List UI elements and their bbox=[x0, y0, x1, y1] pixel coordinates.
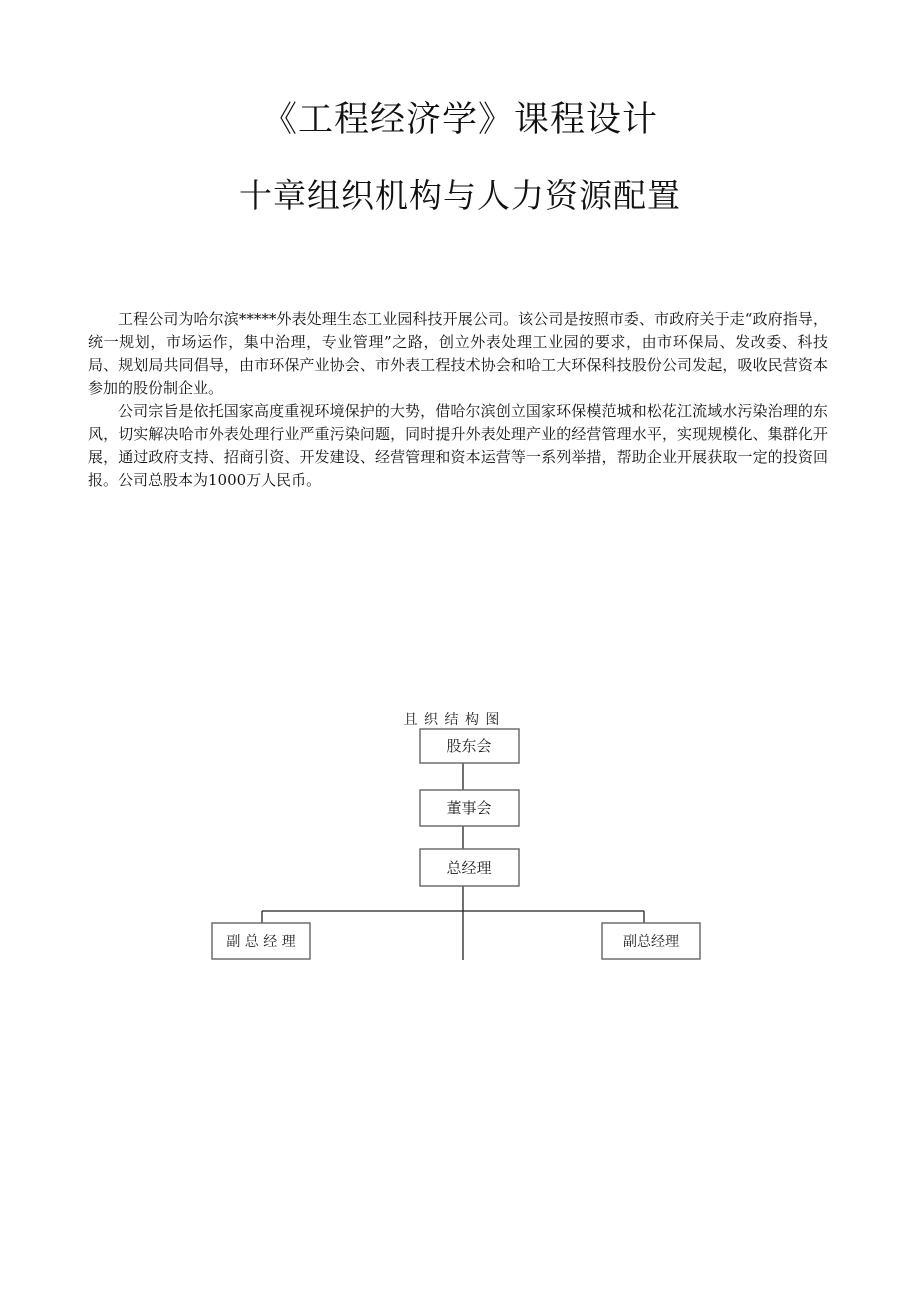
node-board bbox=[420, 790, 519, 826]
paragraph-company-intro: 工程公司为哈尔滨*****外表处理生态工业园科技开展公司。该公司是按照市委、市政府关于走“政府指导，统一规划，市场运作，集中治理，专业管理”之路，创立外表处理工业园的要求，由市环保局、发改委、科技局、规划局共同倡导，由市环保产业协会、市外表工程技术协会和哈工大环保科技股份公司发起，吸收民营资本参加的股份制企业。 bbox=[88, 310, 828, 397]
org-chart bbox=[0, 700, 920, 970]
node-label: 股东会 bbox=[446, 737, 492, 755]
document-title: 《工程经济学》课程设计 bbox=[261, 100, 658, 140]
node-label: 总经理 bbox=[446, 859, 492, 877]
paragraph-company-purpose: 公司宗旨是依托国家高度重视环境保护的大势，借哈尔滨创立国家环保模范城和松花江流域水污染治理的东风，切实解决哈市外表处理行业严重污染问题，同时提升外表处理产业的经营管理水平，实现规模化、集群化开展，通过政府支持、招商引资、开发建设、经营管理和资本运营等一系列举措，帮助企业开展获取一定的投资回报。公司总股本为1000万人民币。 bbox=[88, 402, 828, 489]
node-label: 董事会 bbox=[446, 799, 492, 817]
node-general-manager bbox=[420, 849, 519, 886]
node-deputy-left bbox=[212, 923, 310, 959]
node-label: 副 总 经 理 bbox=[226, 934, 296, 950]
org-chart-caption: 且 织 结 构 图 bbox=[403, 712, 501, 728]
node-deputy-right bbox=[602, 923, 700, 959]
chapter-title: 十章组织机构与人力资源配置 bbox=[239, 176, 681, 215]
body-text bbox=[88, 308, 828, 492]
node-label: 副总经理 bbox=[623, 934, 679, 950]
node-shareholders bbox=[420, 729, 519, 763]
